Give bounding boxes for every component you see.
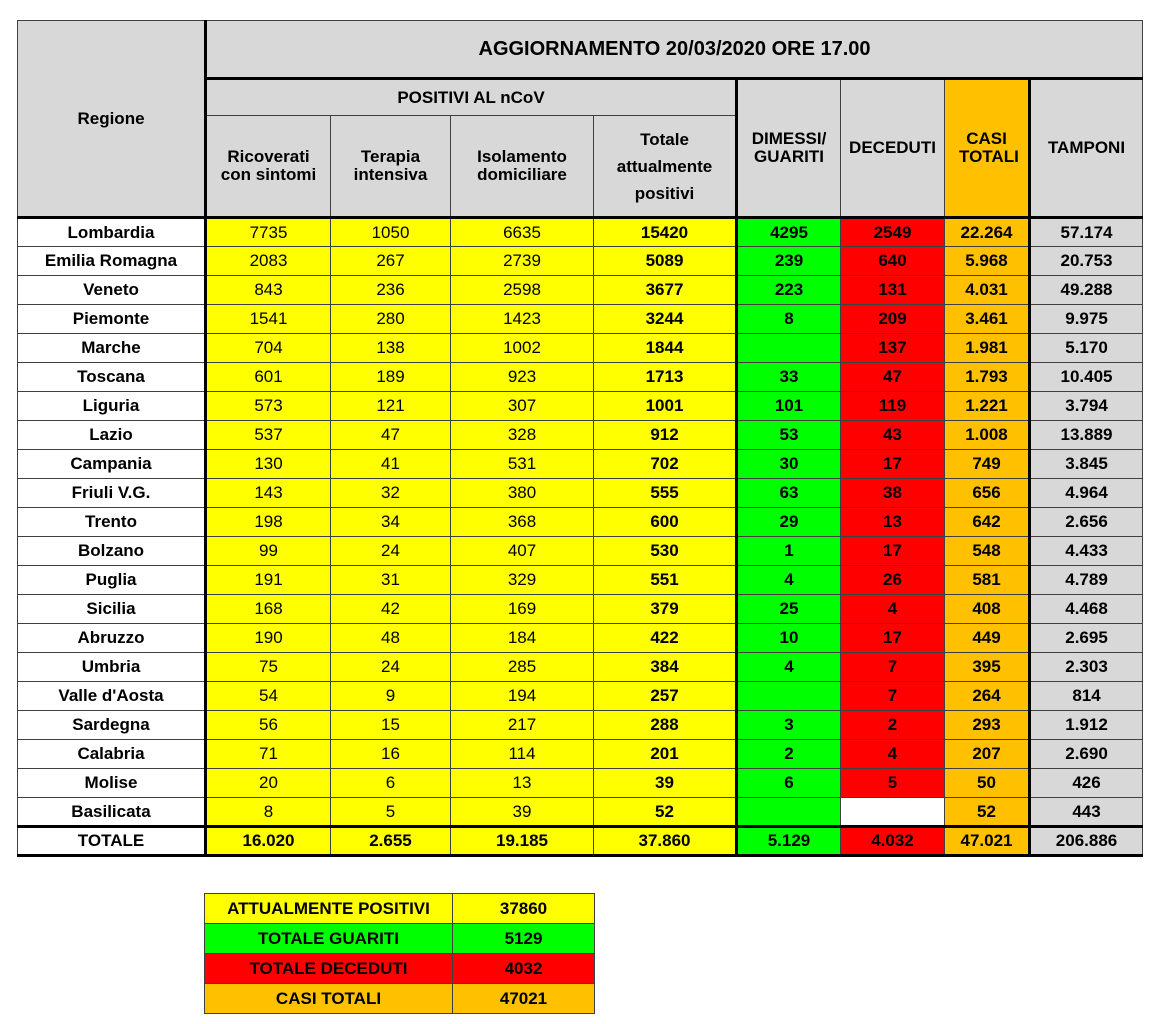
cell-terapia: 267 [331, 247, 451, 276]
cell-regione: Marche [18, 334, 206, 363]
table-title: AGGIORNAMENTO 20/03/2020 ORE 17.00 [206, 21, 1143, 79]
cell-tamponi: 2.695 [1030, 624, 1143, 653]
table-row [18, 537, 1143, 566]
cell-dimessi: 3 [737, 711, 841, 740]
cell-regione: Bolzano [18, 537, 206, 566]
cell-isolamento: 380 [451, 479, 594, 508]
summary-value: 47021 [453, 984, 595, 1014]
cell-totale-positivi: 530 [594, 537, 737, 566]
header-terapia: Terapia intensiva [331, 116, 451, 218]
cell-deceduti: 17 [841, 624, 945, 653]
cell-isolamento: 13 [451, 769, 594, 798]
cell-ricoverati: 198 [206, 508, 331, 537]
cell-tamponi: 20.753 [1030, 247, 1143, 276]
total-casi-totali: 47.021 [945, 827, 1030, 856]
cell-casi-totali: 22.264 [945, 218, 1030, 247]
cell-tamponi: 2.656 [1030, 508, 1143, 537]
cell-totale-positivi: 702 [594, 450, 737, 479]
cell-ricoverati: 56 [206, 711, 331, 740]
cell-deceduti: 131 [841, 276, 945, 305]
cell-totale-positivi: 1844 [594, 334, 737, 363]
cell-isolamento: 531 [451, 450, 594, 479]
table-row [18, 479, 1143, 508]
cell-totale-positivi: 600 [594, 508, 737, 537]
cell-deceduti: 5 [841, 769, 945, 798]
cell-tamponi: 2.690 [1030, 740, 1143, 769]
header-isolamento: Isolamento domiciliare [451, 116, 594, 218]
cell-casi-totali: 581 [945, 566, 1030, 595]
cell-tamponi: 13.889 [1030, 421, 1143, 450]
cell-isolamento: 6635 [451, 218, 594, 247]
cell-terapia: 42 [331, 595, 451, 624]
cell-ricoverati: 1541 [206, 305, 331, 334]
cell-terapia: 280 [331, 305, 451, 334]
cell-ricoverati: 601 [206, 363, 331, 392]
cell-dimessi: 223 [737, 276, 841, 305]
cell-tamponi: 2.303 [1030, 653, 1143, 682]
cell-regione: Puglia [18, 566, 206, 595]
cell-totale-positivi: 15420 [594, 218, 737, 247]
cell-deceduti [841, 798, 945, 827]
cell-ricoverati: 75 [206, 653, 331, 682]
cell-isolamento: 39 [451, 798, 594, 827]
cell-tamponi: 9.975 [1030, 305, 1143, 334]
cell-totale-positivi: 3677 [594, 276, 737, 305]
total-deceduti: 4.032 [841, 827, 945, 856]
cell-tamponi: 3.794 [1030, 392, 1143, 421]
cell-dimessi: 25 [737, 595, 841, 624]
cell-totale-positivi: 379 [594, 595, 737, 624]
cell-dimessi: 63 [737, 479, 841, 508]
cell-casi-totali: 3.461 [945, 305, 1030, 334]
cell-regione: Campania [18, 450, 206, 479]
header-ricoverati: Ricoverati con sintomi [206, 116, 331, 218]
cell-tamponi: 4.468 [1030, 595, 1143, 624]
cell-casi-totali: 1.008 [945, 421, 1030, 450]
cell-terapia: 24 [331, 653, 451, 682]
cell-regione: Piemonte [18, 305, 206, 334]
cell-ricoverati: 143 [206, 479, 331, 508]
cell-totale-positivi: 912 [594, 421, 737, 450]
table-row [18, 305, 1143, 334]
cell-ricoverati: 704 [206, 334, 331, 363]
table-row [18, 508, 1143, 537]
cell-terapia: 47 [331, 421, 451, 450]
total-terapia: 2.655 [331, 827, 451, 856]
cell-regione: Emilia Romagna [18, 247, 206, 276]
summary-row [205, 954, 595, 984]
header-casi-totali: CASI TOTALI [945, 79, 1030, 218]
cell-casi-totali: 264 [945, 682, 1030, 711]
cell-totale-positivi: 551 [594, 566, 737, 595]
total-row [18, 827, 1143, 856]
cell-deceduti: 7 [841, 653, 945, 682]
header-positivi-group: POSITIVI AL nCoV [206, 79, 737, 116]
cell-terapia: 138 [331, 334, 451, 363]
cell-tamponi: 10.405 [1030, 363, 1143, 392]
table-row [18, 566, 1143, 595]
cell-tamponi: 4.433 [1030, 537, 1143, 566]
cell-dimessi: 4295 [737, 218, 841, 247]
table-row [18, 740, 1143, 769]
cell-regione: Umbria [18, 653, 206, 682]
cell-dimessi: 101 [737, 392, 841, 421]
cell-ricoverati: 99 [206, 537, 331, 566]
header-dimessi-guariti: DIMESSI/ GUARITI [737, 79, 841, 218]
cell-deceduti: 4 [841, 740, 945, 769]
cell-regione: Sardegna [18, 711, 206, 740]
cell-terapia: 31 [331, 566, 451, 595]
table-row [18, 769, 1143, 798]
cell-dimessi: 6 [737, 769, 841, 798]
cell-regione: Trento [18, 508, 206, 537]
cell-casi-totali: 293 [945, 711, 1030, 740]
cell-dimessi [737, 798, 841, 827]
cell-ricoverati: 7735 [206, 218, 331, 247]
cell-dimessi [737, 682, 841, 711]
cell-deceduti: 43 [841, 421, 945, 450]
cell-dimessi: 8 [737, 305, 841, 334]
cell-regione: Molise [18, 769, 206, 798]
table-row [18, 595, 1143, 624]
cell-isolamento: 169 [451, 595, 594, 624]
cell-terapia: 121 [331, 392, 451, 421]
summary-row [205, 924, 595, 954]
cell-regione: Abruzzo [18, 624, 206, 653]
cell-casi-totali: 656 [945, 479, 1030, 508]
cell-casi-totali: 395 [945, 653, 1030, 682]
cell-totale-positivi: 52 [594, 798, 737, 827]
cell-deceduti: 640 [841, 247, 945, 276]
cell-ricoverati: 54 [206, 682, 331, 711]
cell-ricoverati: 168 [206, 595, 331, 624]
cell-totale-positivi: 5089 [594, 247, 737, 276]
total-isolamento: 19.185 [451, 827, 594, 856]
cell-totale-positivi: 201 [594, 740, 737, 769]
cell-regione: Sicilia [18, 595, 206, 624]
cell-totale-positivi: 555 [594, 479, 737, 508]
table-row [18, 218, 1143, 247]
cell-ricoverati: 71 [206, 740, 331, 769]
cell-casi-totali: 1.221 [945, 392, 1030, 421]
table-row [18, 276, 1143, 305]
summary-row [205, 894, 595, 924]
cell-tamponi: 3.845 [1030, 450, 1143, 479]
table-row [18, 624, 1143, 653]
cell-terapia: 6 [331, 769, 451, 798]
cell-terapia: 236 [331, 276, 451, 305]
cell-casi-totali: 749 [945, 450, 1030, 479]
cell-totale-positivi: 1713 [594, 363, 737, 392]
cell-regione: Lombardia [18, 218, 206, 247]
cell-isolamento: 1423 [451, 305, 594, 334]
summary-label: ATTUALMENTE POSITIVI [205, 894, 453, 924]
cell-casi-totali: 50 [945, 769, 1030, 798]
cell-isolamento: 2598 [451, 276, 594, 305]
cell-terapia: 15 [331, 711, 451, 740]
table-row [18, 363, 1143, 392]
table-row [18, 653, 1143, 682]
summary-table [204, 893, 595, 1014]
cell-casi-totali: 207 [945, 740, 1030, 769]
cell-casi-totali: 5.968 [945, 247, 1030, 276]
cell-terapia: 34 [331, 508, 451, 537]
cell-terapia: 41 [331, 450, 451, 479]
cell-terapia: 1050 [331, 218, 451, 247]
header-regione: Regione [18, 21, 206, 218]
cell-isolamento: 368 [451, 508, 594, 537]
cell-dimessi: 10 [737, 624, 841, 653]
cell-dimessi: 2 [737, 740, 841, 769]
header-totale-positivi: Totale attualmente positivi [594, 116, 737, 218]
cell-regione: Basilicata [18, 798, 206, 827]
table-row [18, 421, 1143, 450]
cell-isolamento: 114 [451, 740, 594, 769]
cell-isolamento: 307 [451, 392, 594, 421]
cell-totale-positivi: 384 [594, 653, 737, 682]
cell-dimessi: 33 [737, 363, 841, 392]
cell-ricoverati: 190 [206, 624, 331, 653]
cell-regione: Toscana [18, 363, 206, 392]
cell-tamponi: 5.170 [1030, 334, 1143, 363]
cell-dimessi: 29 [737, 508, 841, 537]
header-tamponi: TAMPONI [1030, 79, 1143, 218]
cell-deceduti: 209 [841, 305, 945, 334]
cell-tamponi: 4.789 [1030, 566, 1143, 595]
cell-tamponi: 4.964 [1030, 479, 1143, 508]
cell-terapia: 5 [331, 798, 451, 827]
summary-value: 5129 [453, 924, 595, 954]
total-totale-positivi: 37.860 [594, 827, 737, 856]
header-deceduti: DECEDUTI [841, 79, 945, 218]
cell-isolamento: 2739 [451, 247, 594, 276]
summary-label: CASI TOTALI [205, 984, 453, 1014]
cell-isolamento: 923 [451, 363, 594, 392]
summary-value: 37860 [453, 894, 595, 924]
cell-ricoverati: 20 [206, 769, 331, 798]
total-label: TOTALE [18, 827, 206, 856]
cell-tamponi: 814 [1030, 682, 1143, 711]
cell-regione: Liguria [18, 392, 206, 421]
cell-tamponi: 57.174 [1030, 218, 1143, 247]
cell-casi-totali: 449 [945, 624, 1030, 653]
cell-isolamento: 184 [451, 624, 594, 653]
summary-label: TOTALE DECEDUTI [205, 954, 453, 984]
cell-regione: Lazio [18, 421, 206, 450]
summary-label: TOTALE GUARITI [205, 924, 453, 954]
table-row [18, 334, 1143, 363]
cell-deceduti: 2 [841, 711, 945, 740]
cell-deceduti: 26 [841, 566, 945, 595]
cell-ricoverati: 130 [206, 450, 331, 479]
cell-isolamento: 217 [451, 711, 594, 740]
table-row [18, 247, 1143, 276]
cell-tamponi: 1.912 [1030, 711, 1143, 740]
cell-casi-totali: 4.031 [945, 276, 1030, 305]
cell-dimessi: 1 [737, 537, 841, 566]
cell-isolamento: 194 [451, 682, 594, 711]
cell-ricoverati: 573 [206, 392, 331, 421]
cell-isolamento: 285 [451, 653, 594, 682]
cell-dimessi: 53 [737, 421, 841, 450]
cell-regione: Valle d'Aosta [18, 682, 206, 711]
cell-deceduti: 17 [841, 450, 945, 479]
cell-tamponi: 443 [1030, 798, 1143, 827]
cell-totale-positivi: 3244 [594, 305, 737, 334]
table-row [18, 392, 1143, 421]
cell-deceduti: 137 [841, 334, 945, 363]
cell-ricoverati: 843 [206, 276, 331, 305]
summary-row [205, 984, 595, 1014]
cell-regione: Veneto [18, 276, 206, 305]
cell-dimessi: 4 [737, 566, 841, 595]
cell-isolamento: 1002 [451, 334, 594, 363]
cell-ricoverati: 8 [206, 798, 331, 827]
cell-totale-positivi: 39 [594, 769, 737, 798]
cell-deceduti: 38 [841, 479, 945, 508]
cell-totale-positivi: 1001 [594, 392, 737, 421]
cell-deceduti: 47 [841, 363, 945, 392]
cell-casi-totali: 408 [945, 595, 1030, 624]
summary-value: 4032 [453, 954, 595, 984]
cell-dimessi [737, 334, 841, 363]
total-tamponi: 206.886 [1030, 827, 1143, 856]
cell-tamponi: 426 [1030, 769, 1143, 798]
cell-casi-totali: 1.981 [945, 334, 1030, 363]
cell-deceduti: 119 [841, 392, 945, 421]
cell-totale-positivi: 422 [594, 624, 737, 653]
cell-deceduti: 7 [841, 682, 945, 711]
cell-terapia: 16 [331, 740, 451, 769]
cell-terapia: 189 [331, 363, 451, 392]
cell-deceduti: 13 [841, 508, 945, 537]
table-row [18, 711, 1143, 740]
cell-dimessi: 239 [737, 247, 841, 276]
cell-totale-positivi: 288 [594, 711, 737, 740]
regional-cases-table [17, 20, 1143, 857]
cell-casi-totali: 548 [945, 537, 1030, 566]
total-ricoverati: 16.020 [206, 827, 331, 856]
cell-terapia: 32 [331, 479, 451, 508]
cell-terapia: 48 [331, 624, 451, 653]
cell-tamponi: 49.288 [1030, 276, 1143, 305]
cell-ricoverati: 537 [206, 421, 331, 450]
cell-totale-positivi: 257 [594, 682, 737, 711]
cell-casi-totali: 1.793 [945, 363, 1030, 392]
total-dimessi: 5.129 [737, 827, 841, 856]
cell-isolamento: 407 [451, 537, 594, 566]
table-row [18, 450, 1143, 479]
cell-dimessi: 4 [737, 653, 841, 682]
table-row [18, 798, 1143, 827]
cell-ricoverati: 2083 [206, 247, 331, 276]
cell-isolamento: 328 [451, 421, 594, 450]
cell-terapia: 24 [331, 537, 451, 566]
cell-deceduti: 2549 [841, 218, 945, 247]
cell-deceduti: 17 [841, 537, 945, 566]
cell-dimessi: 30 [737, 450, 841, 479]
cell-casi-totali: 52 [945, 798, 1030, 827]
cell-deceduti: 4 [841, 595, 945, 624]
table-row [18, 682, 1143, 711]
cell-terapia: 9 [331, 682, 451, 711]
cell-regione: Friuli V.G. [18, 479, 206, 508]
cell-casi-totali: 642 [945, 508, 1030, 537]
cell-ricoverati: 191 [206, 566, 331, 595]
cell-regione: Calabria [18, 740, 206, 769]
cell-isolamento: 329 [451, 566, 594, 595]
